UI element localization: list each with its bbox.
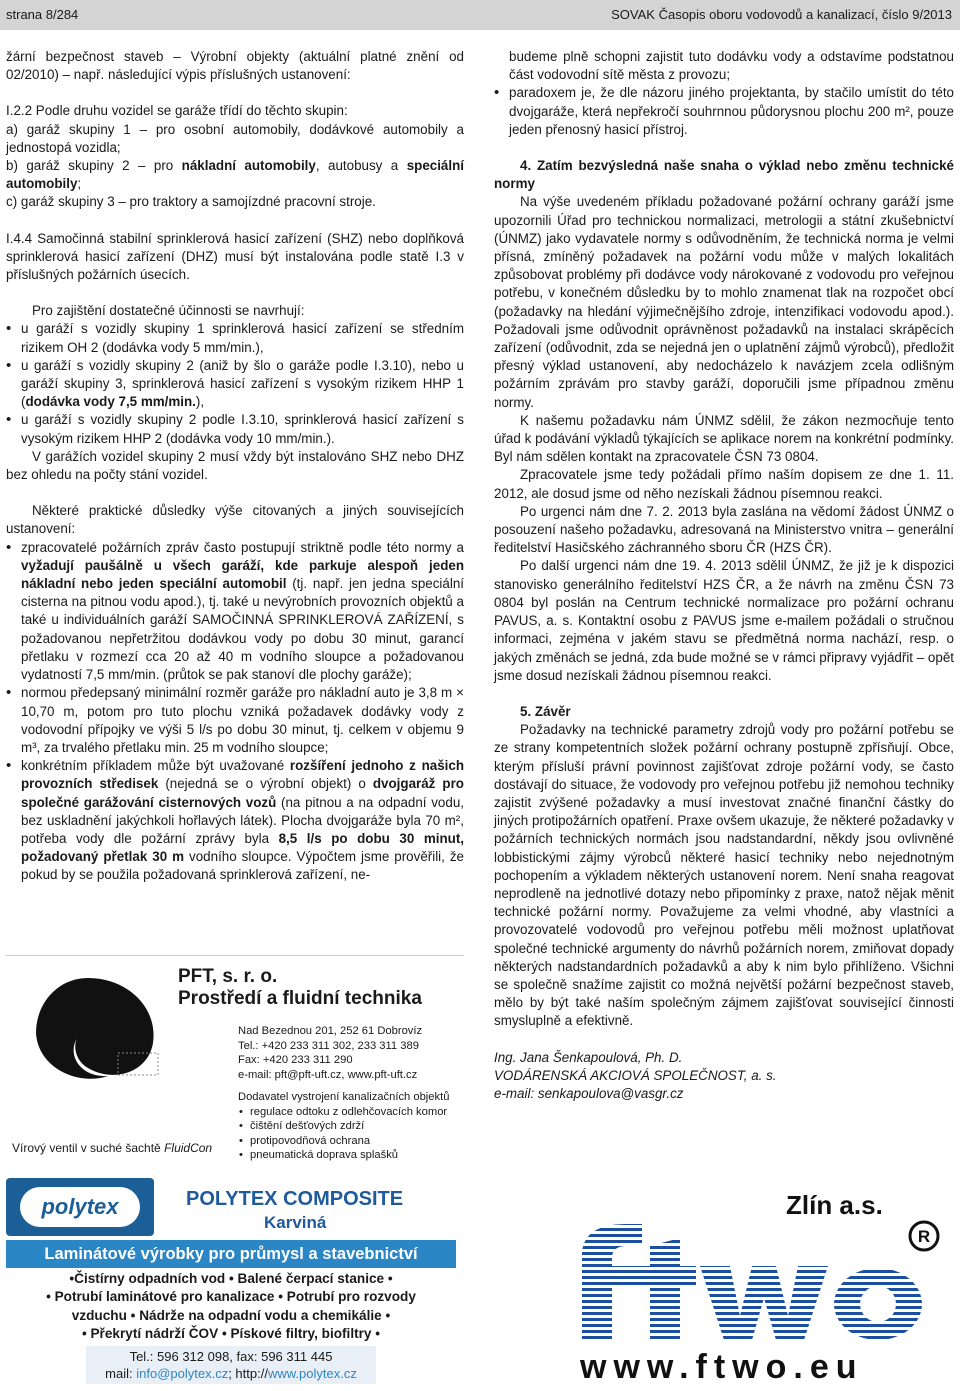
ftwo-logo-icon: [572, 1216, 944, 1340]
author-email: e-mail: senkapoulova@vasgr.cz: [494, 1085, 684, 1101]
text: ;: [77, 176, 82, 192]
paragraph: Po urgenci nám dne 7. 2. 2013 byla zaslána na vědomí žádost ÚNMZ o posouzení našeho požadavku, adresovaná na Ministerstvo vnitra – generální ředitelství Hasičského záchranného sboru ČR (HZS ČR).: [494, 503, 954, 556]
section-heading: 4. Zatím bezvýsledná naše snaha o výklad nebo změnu technické normy: [494, 158, 954, 192]
phone: Tel.: 596 312 098, fax: 596 311 445: [129, 1349, 333, 1364]
text: , autobusy a: [315, 158, 407, 174]
paragraph: I.4.4 Samočinná stabilní sprinklerová hasicí zařízení (SHZ) nebo doplňková sprinklerová hasicí zařízení (DHZ) musí být instalována podle statě I.3 v příslušných požárních úsecích.: [6, 230, 464, 283]
paragraph: V garážích vozidel skupiny 2 musí vždy být instalováno SHZ nebo DHZ bez ohledu na počty stání vozidel.: [6, 448, 464, 483]
page-header: [0, 0, 960, 30]
text: b) garáž skupiny 2 – pro: [6, 158, 182, 174]
ftwo-url[interactable]: www.ftwo.eu: [580, 1348, 864, 1386]
paragraph: Zpracovatele jsme tedy požádali přímo naším dopisem ze dne 1. 11. 2012, ale dosud jsme od něho nezískali žádnou písemnou reakci.: [494, 467, 954, 501]
bullet-list: [494, 84, 954, 139]
registered-mark: R: [917, 1227, 931, 1246]
text: (na pitnou a na odpadní vodu, bez uskladnění jakýchkoli hořlavých látek). Plocha dvojgaráže byla 70 m², potřeba vody dle požární zprávy byla: [21, 794, 464, 846]
paragraph: Některé praktické důsledky výše citovaných a jiných souvisejících ustanovení:: [6, 503, 464, 537]
polytex-logo: [6, 1178, 154, 1236]
pft-company-subtitle: Prostředí a fluidní technika: [178, 988, 422, 1009]
page-number: strana 8/284: [6, 7, 79, 22]
text: konkrétním příkladem může být uvažované: [21, 758, 290, 774]
list-item: • u garáží s vozidly skupiny 1 sprinklerová hasicí zařízení se středním rizikem OH 2 (dodávka vody 5 mm/min.),: [6, 320, 464, 356]
text: (nejedná se o výrobní objekt) o: [158, 776, 373, 792]
pft-caption: [12, 1141, 212, 1155]
polytex-title: POLYTEX COMPOSITE: [186, 1188, 404, 1210]
left-column: [6, 48, 464, 885]
web-link[interactable]: www.polytex.cz: [267, 1366, 357, 1381]
polytex-band: Laminátové výrobky pro průmysl a stavebnictví: [6, 1240, 456, 1268]
text: zpracovatelé požárních zpráv často postupují striktně podle této normy a: [21, 539, 464, 555]
list-item: • paradoxem je, že dle názoru jiného projektanta, by stačilo umístit do této dvojgaráže, která nepřekročí souhrnnou půdorysnou plochu 200 m², pouze jeden přenosný hasicí přístroj.: [494, 84, 954, 139]
polytex-logo-text: polytex: [20, 1187, 140, 1227]
ftwo-advertisement: [566, 1190, 954, 1386]
product-line: • Potrubí laminátové pro kanalizace • Potrubí pro rozvody: [46, 1289, 416, 1305]
pft-products: [238, 1090, 449, 1163]
right-column: [494, 48, 954, 1103]
product-item: • protipovodňová ochrana: [238, 1134, 449, 1149]
products-intro: Dodavatel vystrojení kanalizačních objektů: [238, 1091, 450, 1103]
paragraph: žární bezpečnost staveb – Výrobní objekty (aktuální platné znění od 02/2010) – např. následující výpis příslušných ustanovení:: [6, 49, 464, 83]
author-name: Ing. Jana Šenkapoulová, Ph. D.: [494, 1049, 683, 1065]
list-item: • u garáží s vozidly skupiny 2 podle I.3.10, sprinklerová hasicí zařízení s vysokým rizikem HHP 2 (dodávka vody 10 mm/min.).: [6, 411, 464, 447]
text: u garáží s vozidly skupiny 2 (aniž by šlo o garáže podle I.3.10), nebo u garáží skupiny 3, sprinklerová hasicí zařízení s vysokým rizikem HHP 1 (: [21, 357, 464, 410]
bold-text: dodávka vody 7,5 mm/min.: [25, 394, 196, 410]
author-company: VODÁRENSKÁ AKCIOVÁ SPOLEČNOST, a. s.: [494, 1067, 777, 1083]
polytex-city: Karviná: [264, 1213, 327, 1232]
bold-text: rozšíření jednoho z našich provozních středisek: [21, 758, 464, 792]
pft-contact: [238, 1024, 422, 1082]
text: FluidCon: [164, 1141, 213, 1155]
paragraph: Požadavky na technické parametry zdrojů vody pro požární potřebu se ze strany kompetentních složek požární ochrany postupně zpřísňují. Obce, kterým přísluší právní povinnost zajišťovat zdroje požární vody, se často dostávají do situace, že vodovody pro veřejnou potřebu již nemohou techniky zajistit zvýšené požadavky a musí investovat značné finanční částky do jiných protipožárních opatření. Praxe ovšem ukazuje, že některé požadavky v požárních technických normách jsou nadstandardní, někdy jsou ovlivněné lobbistickými zájmy výrobců některé hasicí techniky nebo nejednotným pochopením a výkladem některých ustanovení norem. Není snaha reagovat neprodleně na jednotlivé dotazy nebo připomínky z praxe, natož nějak měnit technické požární normy. Považujeme za velmi vhodné, aby vlastníci a provozovatelé vodovodů pro veřejnou potřebu měli možnost uplatňovat společné technické argumenty do návrhů požárních norem, zmiňovat dopady některých nadstandardních požadavků a aby k nim bylo přihlíženo. Všichni se společně snažíme zajistit co možná největší požární bezpečnost staveb, mělo by být také naším společným zájmem zajišťovat související činnosti smysluplně a efektivně.: [494, 722, 954, 1029]
text: mail:: [105, 1366, 137, 1381]
journal-title: SOVAK Časopis oboru vodovodů a kanalizací, číslo 9/2013: [611, 7, 952, 22]
text: Vírový ventil v suché šachtě: [12, 1141, 165, 1155]
email-link[interactable]: info@polytex.cz: [136, 1366, 229, 1381]
paragraph: [6, 157, 464, 193]
text: vodního sloupce. Výpočtem jsme prověřili, že pokud by se použila požadovaná sprinklerová zařízení, ne-: [21, 849, 465, 883]
bullet-list: [6, 320, 464, 447]
paragraph: budeme plně schopni zajistit tuto dodávku vody a odstavíme podstatnou část vodovodní sítě města z provozu;: [509, 49, 954, 83]
bullet-list: [6, 539, 464, 885]
ftwo-location: Zlín a.s.: [786, 1190, 883, 1220]
paragraph: I.2.2 Podle druhu vozidel se garáže třídí do těchto skupin:: [6, 103, 348, 119]
paragraph: c) garáž skupiny 3 – pro traktory a samojízdné pracovní stroje.: [6, 194, 376, 210]
web-contact: [86, 1365, 376, 1382]
text: ; http://: [228, 1366, 268, 1381]
bold-text: 8,5 l/s po dobu 30 minut, požadovaný přetlak 30 m: [21, 830, 464, 865]
paragraph: K našemu požadavku nám ÚNMZ sdělil, že zákon nezmocňuje tento úřad k podávání výkladů týkajících se aplikace norem na konkrétní podmínky. Byl nám sdělen kontakt na zpracovatele ČSN 73 0804.: [494, 412, 954, 465]
pft-company-name: PFT, s. r. o.: [178, 966, 278, 987]
list-item: • normou předepsaný minimální rozměr garáže pro nákladní auto je 3,8 m × 10,70 m, potom pro tuto plochu vzniká požadavek dodávky vody z vodovodní přípojky ve výši 5 l/s po dobu 30 minut, tj. celkem v objemu 9 m³, za trvalého přetlaku min. 25 m vodního sloupce;: [6, 684, 464, 757]
pft-advertisement: [6, 955, 464, 1165]
paragraph: Po další urgenci nám dne 19. 4. 2013 sdělil ÚNMZ, že již je k dispozici stanovisko generálního ředitelství HZS ČR, a že návrh na změnu ČSN 73 0804 byl poslán na Centrum technické normalizace pro požární ochranu PAVUS, a. s. Kontaktní osobu z PAVUS jsme e-mailem požádali o stručnou informaci, zejména v jakém stavu se předmětná norma nachází, resp. o jakých změnách se jedná, zda bude možné se v rámci připravy vyjádřit – opět jsme dosud nezískali žádnou písemnou reakci.: [494, 558, 954, 683]
text: ),: [195, 394, 205, 410]
bold-text: vyžadují paušálně u všech garáží, kde parkuje alespoň jeden nákladní nebo jeden speciální automobil: [21, 557, 464, 592]
text: (tj. např. jen jedna speciální cisterna na pitnou vodu apod.), tj. také u nevýrobních provozních objektů a také u individuálních garáží SAMOČINNÁ SPRINKLEROVÁ ZAŘÍZENÍ, s požadovanou nepřetržitou dodávkou vody po dobu 30 minut, garancí přetlaku v rozmezí cca 20 až 40 m vodního sloupce a požadovanou vydatností 7,5 mm/min. (průtok se pak stanoví dle plochy garáže);: [21, 576, 465, 683]
bold-text: dvojgaráž pro společné garážování cisternových vozů: [21, 776, 464, 810]
polytex-advertisement: [6, 1178, 456, 1386]
product-item: • čištění dešťových zdrží: [238, 1119, 449, 1134]
paragraph: Pro zajištění dostatečné účinnosti se navrhují:: [32, 303, 305, 319]
list-item: [6, 357, 464, 412]
product-line: •Čistírny odpadních vod • Balené čerpací stanice •: [69, 1271, 393, 1286]
product-item: • regulace odtoku z odlehčovacích komor: [238, 1105, 449, 1120]
paragraph: a) garáž skupiny 1 – pro osobní automobily, dodávkové automobily a jednostopá vozidla;: [6, 121, 464, 155]
section-heading: 5. Závěr: [520, 703, 571, 719]
bold-text: speciální automobily: [6, 158, 464, 192]
product-line: • Překrytí nádrží ČOV • Pískové filtry, biofiltry •: [81, 1326, 381, 1342]
product-item: • pneumatická doprava splašků: [238, 1148, 449, 1163]
fax: Fax: +420 233 311 290: [238, 1054, 353, 1067]
email: e-mail: pft@pft-uft.cz, www.pft-uft.cz: [238, 1068, 418, 1081]
pft-logo-icon: [18, 968, 168, 1088]
polytex-contact: [86, 1346, 376, 1384]
bold-text: nákladní automobily: [181, 158, 316, 174]
list-item: [6, 539, 464, 685]
list-item: [6, 757, 464, 884]
product-line: vzduchu • Nádrže na odpadní vodu a chemikálie •: [71, 1307, 391, 1323]
phone: Tel.: +420 233 311 302, 233 311 389: [238, 1039, 419, 1052]
paragraph: Na výše uvedeném příkladu požadované požární ochrany garáží jsme upozornili Úřad pro technickou normalizaci, metrologii a státní zkušebnictví (ÚNMZ) jako vydavatele normy s odůvodněním, že technická norma je velmi přísná, zmíněný požadavek na požární vodu může v malých lokalitách způsobovat problémy při dodávce vody nárokované z vodovodu pro veřejnou potřebu, v konečném důsledku by to mohlo znamenat tlak na rozpočet obcí (požadavky na hledání výjimečnějšího zdroje, intenzifikaci vodovodu apod.). Požadovali jsme odůvodnit oprávněnost požadavků na instalaci skrápěcích zařízení (odůvodnit, zda se nejedná jen o uplatnění zájmů výrobců), předložit přesný výklad ustanovení, aby nedocházelo k navázjem zcela odlišným požárním zprávám pro stavby garáží, doporučili jsme případnou změnu normy.: [494, 194, 954, 410]
polytex-products: [6, 1270, 456, 1344]
address: Nad Bezednou 201, 252 61 Dobrovíz: [238, 1025, 423, 1037]
